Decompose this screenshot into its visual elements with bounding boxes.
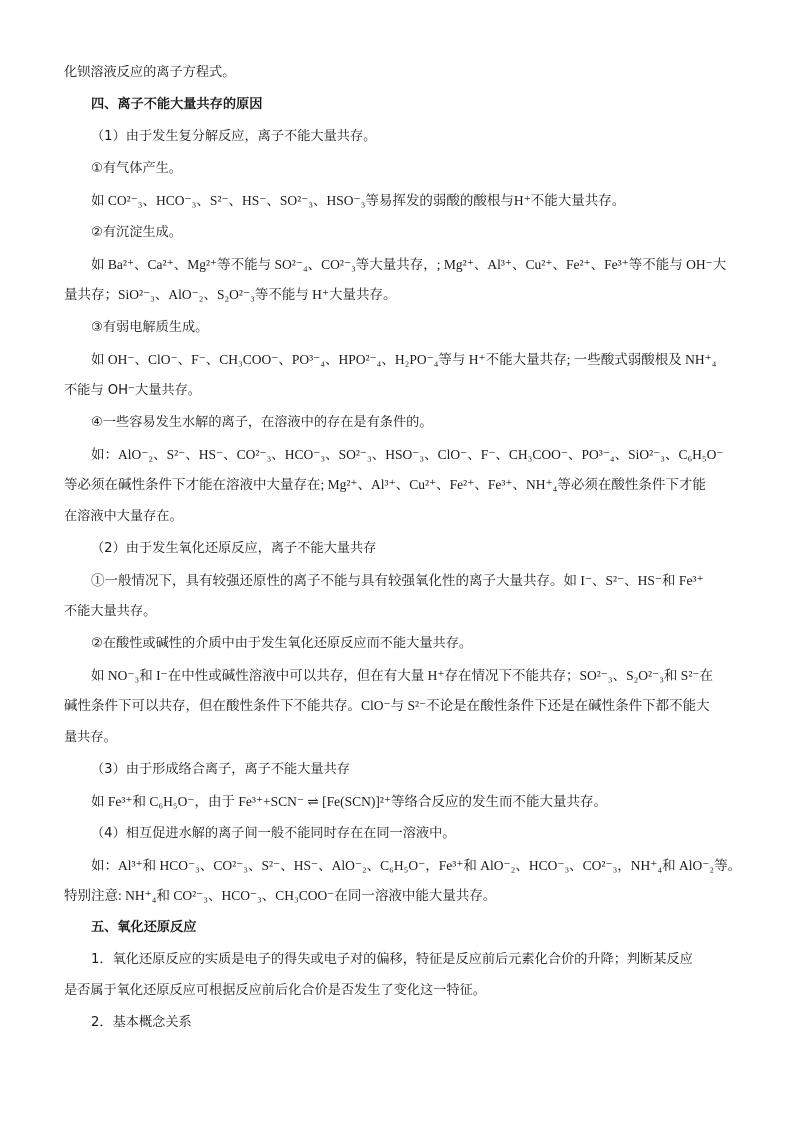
item-heading: ②在酸性或碱性的介质中由于发生氧化还原反应而不能大量共存。	[91, 636, 473, 651]
text-line: 2．基本概念关系	[91, 1015, 192, 1030]
text-line: 等必须在碱性条件下才能在溶液中大量存在; Mg²⁺、Al³⁺、Cu²⁺、Fe²⁺、Fe³⁺、NH⁺₄等必须在酸性条件下才能	[64, 477, 706, 492]
text-line: 不能与 OH⁻大量共存。	[64, 383, 201, 398]
item-heading: ②有沉淀生成。	[91, 225, 182, 240]
text-line: 不能大量共存。	[64, 604, 157, 619]
text-line: 如 Fe³⁺和 C₆H₅O⁻，由于 Fe³⁺+SCN⁻ ⇌ [Fe(SCN)]²⁺等络合反应的发生而不能大量共存。	[91, 794, 607, 809]
text-line: 如：AlO⁻₂、S²⁻、HS⁻、CO²⁻₃、HCO⁻₃、SO²⁻₃、HSO⁻₃、ClO⁻、F⁻、CH₃COO⁻、PO³⁻₄、SiO²⁻₃、C₆H₅O⁻	[91, 447, 724, 462]
text-line: 是否属于氧化还原反应可根据反应前后化合价是否发生了变化这一特征。	[64, 983, 486, 998]
subheading: （4）相互促进水解的离子间一般不能同时存在在同一溶液中。	[91, 826, 456, 841]
item-heading: ①有气体产生。	[91, 161, 182, 176]
text-line: 如 NO⁻₃和 I⁻在中性或碱性溶液中可以共存，但在有大量 H⁺存在情况下不能共存；SO²⁻₃、S₂O²⁻₃和 S²⁻在	[91, 668, 713, 683]
text-line: ①一般情况下，具有较强还原性的离子不能与具有较强氧化性的离子大量共存。如 I⁻、S²⁻、HS⁻和 Fe³⁺	[91, 573, 704, 588]
text-line: 特别注意: NH⁺₄和 CO²⁻₃、HCO⁻₃、CH₃COO⁻在同一溶液中能大量共存。	[64, 888, 497, 903]
subheading: （3）由于形成络合离子，离子不能大量共存	[91, 762, 350, 777]
section-heading: 五、氧化还原反应	[91, 920, 197, 935]
subheading: （2）由于发生氧化还原反应，离子不能大量共存	[91, 541, 377, 556]
text-line: 量共存；SiO²⁻₃、AlO⁻₂、S₂O²⁻₃等不能与 H⁺大量共存。	[64, 287, 397, 302]
text-line: 如 OH⁻、ClO⁻、F⁻、CH₃COO⁻、PO³⁻₄、HPO²⁻₄、H₂PO⁻₄等与 H⁺不能大量共存; 一些酸式弱酸根及 NH⁺₄	[91, 352, 717, 367]
text-line: 碱性条件下可以共存，但在酸性条件下不能共存。ClO⁻与 S²⁻不论是在酸性条件下还是在碱性条件下都不能大	[64, 698, 710, 713]
text-line: 在溶液中大量存在。	[64, 509, 183, 524]
item-heading: ③有弱电解质生成。	[91, 320, 209, 335]
text-line: 如 Ba²⁺、Ca²⁺、Mg²⁺等不能与 SO²⁻₄、CO²⁻₃等大量共存，; Mg²⁺、Al³⁺、Cu²⁺、Fe²⁺、Fe³⁺等不能与 OH⁻大	[91, 257, 727, 272]
text-line: 量共存。	[64, 730, 117, 745]
text-line: 化钡溶液反应的离子方程式。	[64, 65, 236, 80]
text-line: 如 CO²⁻₃、HCO⁻₃、S²⁻、HS⁻、SO²⁻₃、HSO⁻₃等易挥发的弱酸的酸根与H⁺不能大量共存。	[91, 193, 626, 208]
subheading: （1）由于发生复分解反应，离子不能大量共存。	[91, 129, 377, 144]
section-heading: 四、离子不能大量共存的原因	[91, 97, 263, 112]
text-line: 如：Al³⁺和 HCO⁻₃、CO²⁻₃、S²⁻、HS⁻、AlO⁻₂、C₆H₅O⁻，Fe³⁺和 AlO⁻₂、HCO⁻₃、CO²⁻₃，NH⁺₄和 AlO⁻₂等。	[91, 858, 742, 873]
item-heading: ④一些容易发生水解的离子，在溶液中的存在是有条件的。	[91, 415, 433, 430]
text-line: 1．氧化还原反应的实质是电子的得失或电子对的偏移，特征是反应前后元素化合价的升降；判断某反应	[91, 952, 693, 967]
